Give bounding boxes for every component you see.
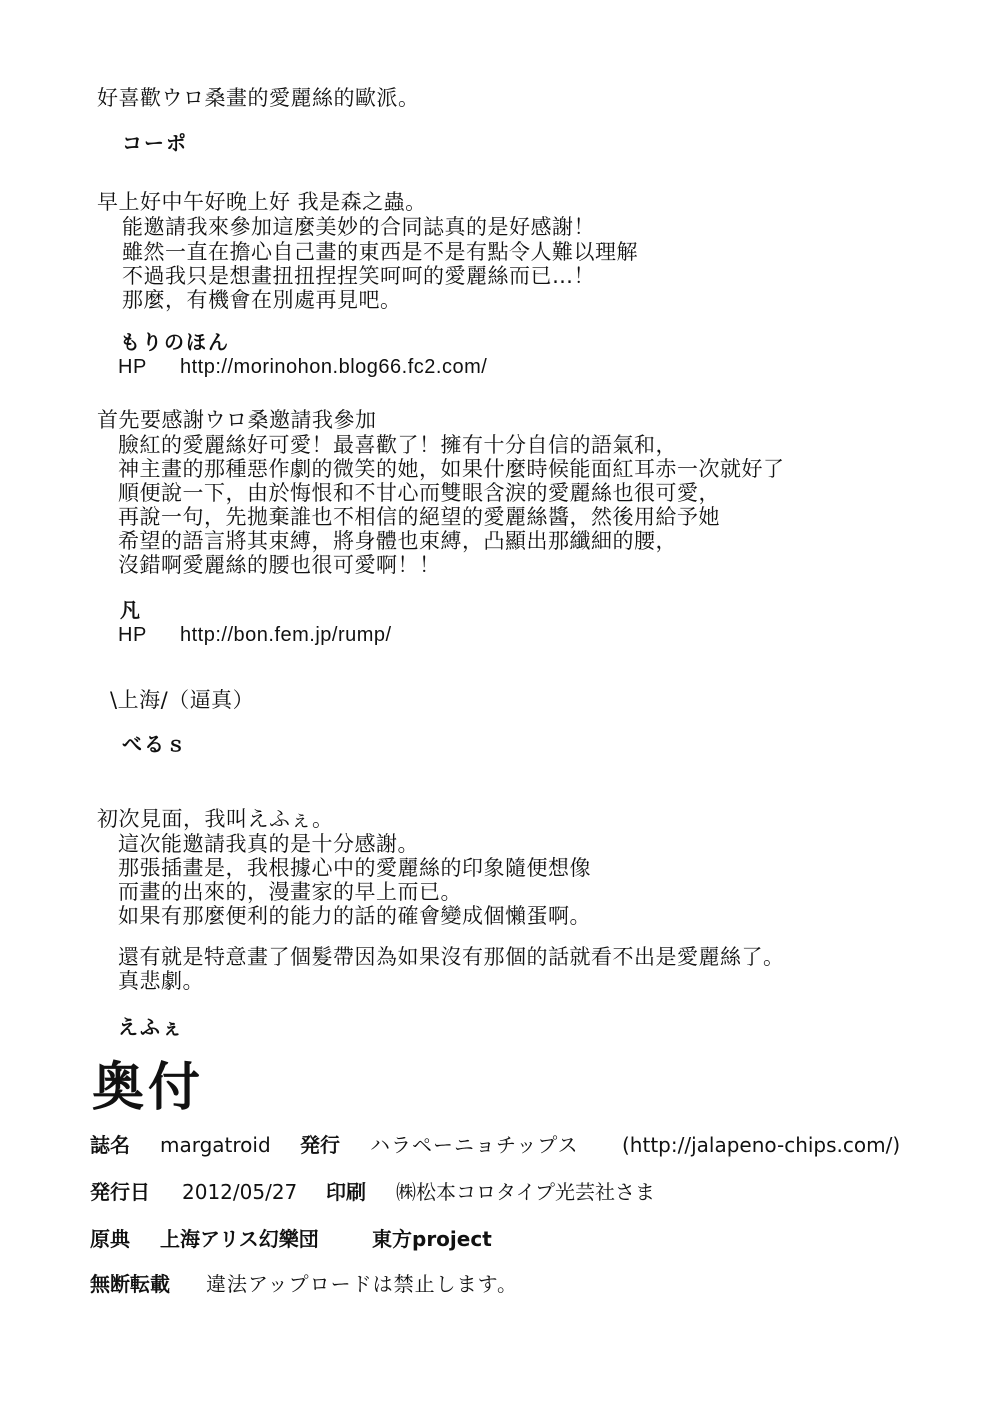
colophon-value: margatroid <box>160 1133 271 1157</box>
message-line: 希望的語言將其束縛，將身體也束縛，凸顯出那纖細的腰， <box>118 529 677 553</box>
author-name: もりのほん <box>120 330 230 354</box>
colophon-label: 原典 <box>90 1227 130 1251</box>
message-line: 不過我只是想畫扭扭捏捏笑呵呵的愛麗絲而已…！ <box>122 264 595 288</box>
colophon-label: 印刷 <box>326 1180 366 1204</box>
author-name: べるｓ <box>122 732 188 756</box>
message-line: 順便說一下，由於悔恨和不甘心而雙眼含淚的愛麗絲也很可愛， <box>118 481 720 505</box>
message-line: 還有就是特意畫了個髮帶因為如果沒有那個的話就看不出是愛麗絲了。 <box>118 945 785 969</box>
colophon-label: 発行日 <box>90 1180 150 1204</box>
author-name: コーポ <box>122 131 188 155</box>
message-line: 臉紅的愛麗絲好可愛！最喜歡了！擁有十分自信的語氣和， <box>118 433 677 457</box>
author-name: えふぇ <box>118 1015 184 1039</box>
homepage-label: HP <box>118 356 147 378</box>
homepage-link[interactable]: http://bon.fem.jp/rump/ <box>180 624 392 646</box>
homepage-label: HP <box>118 624 147 646</box>
message-line: 首先要感謝ウロ桑邀請我參加 <box>97 408 377 432</box>
message-line: \上海/（逼真） <box>110 688 255 712</box>
message-line: 好喜歡ウロ桑畫的愛麗絲的歐派。 <box>97 86 420 110</box>
publisher-link[interactable]: (http://jalapeno-chips.com/) <box>622 1133 901 1157</box>
message-line: 早上好中午好晚上好 我是森之蟲。 <box>97 190 427 214</box>
colophon-value: 違法アップロードは禁止します。 <box>206 1272 518 1296</box>
message-line: 神主畫的那種惡作劇的微笑的她，如果什麼時候能面紅耳赤一次就好了 <box>118 457 785 481</box>
author-name: 凡 <box>120 598 142 622</box>
colophon-label: 誌名 <box>90 1133 130 1157</box>
message-line: 初次見面，我叫えふぇ。 <box>97 807 334 831</box>
message-line: 再說一句，先拋棄誰也不相信的絕望的愛麗絲醬，然後用給予她 <box>118 505 720 529</box>
colophon-title: 奥付 <box>92 1058 205 1118</box>
message-line: 真悲劇。 <box>118 969 204 993</box>
message-line: 如果有那麼便利的能力的話的確會變成個懶蛋啊。 <box>118 904 591 928</box>
message-line: 而畫的出來的，漫畫家的早上而已。 <box>118 880 462 904</box>
message-line: 這次能邀請我真的是十分感謝。 <box>118 832 419 856</box>
message-line: 那麼，有機會在別處再見吧。 <box>122 288 402 312</box>
colophon-value: 2012/05/27 <box>182 1180 298 1204</box>
message-line: 雖然一直在擔心自己畫的東西是不是有點令人難以理解 <box>122 240 638 264</box>
colophon-value: ㈱松本コロタイプ光芸社さま <box>396 1180 655 1204</box>
message-line: 能邀請我來參加這麼美妙的合同誌真的是好感謝！ <box>122 215 595 239</box>
colophon-label: 無断転載 <box>90 1272 170 1296</box>
message-line: 沒錯啊愛麗絲的腰也很可愛啊！！ <box>118 553 441 577</box>
homepage-link[interactable]: http://morinohon.blog66.fc2.com/ <box>180 356 488 378</box>
colophon-label: 発行 <box>300 1133 340 1157</box>
colophon-value: 上海アリス幻樂団 <box>160 1227 319 1251</box>
message-line: 那張插畫是，我根據心中的愛麗絲的印象隨便想像 <box>118 856 591 880</box>
colophon-value: ハラペーニョチップス <box>370 1133 579 1157</box>
colophon-value: 東方project <box>372 1227 492 1251</box>
